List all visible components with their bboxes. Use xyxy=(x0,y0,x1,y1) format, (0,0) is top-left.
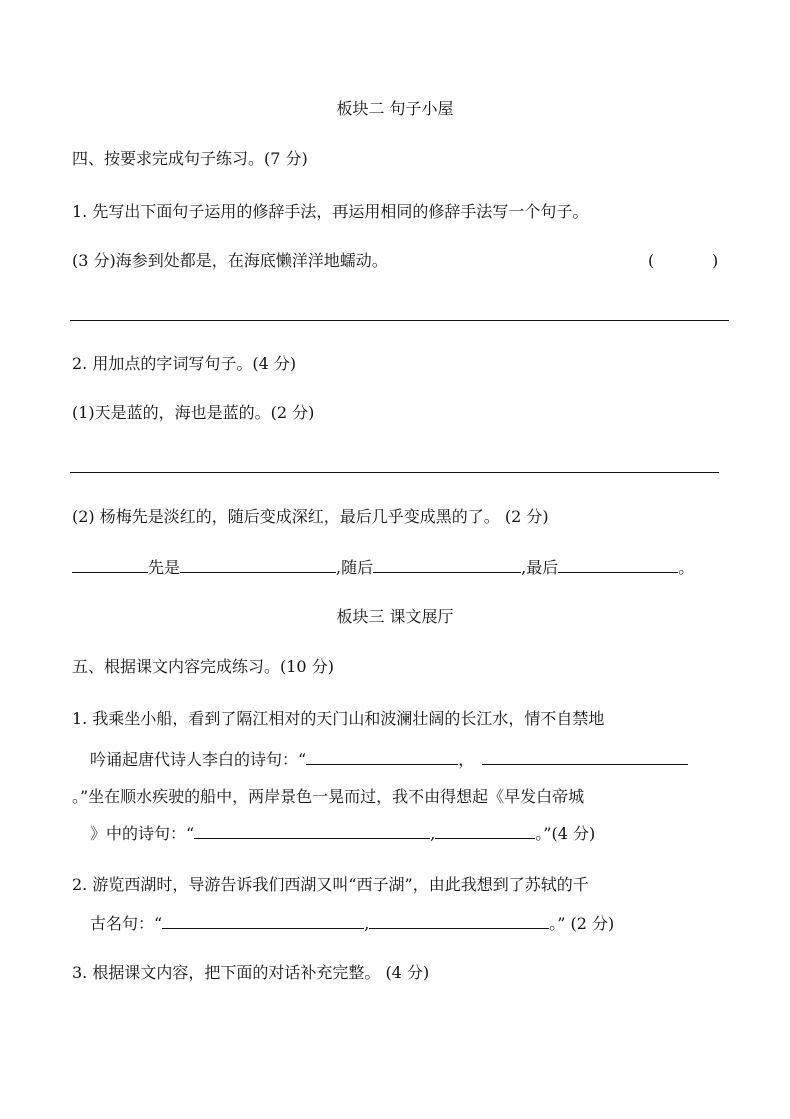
q5-item2-line2-prefix: 古名句：“ xyxy=(90,914,163,933)
fill-blank[interactable] xyxy=(435,822,535,839)
fill-blank[interactable] xyxy=(306,748,458,765)
question-5-heading: 五、根据课文内容完成练习。(10 分) xyxy=(72,657,334,676)
q5-item1-line4-suffix: 。”(4 分) xyxy=(535,824,596,843)
fill-blank[interactable] xyxy=(180,556,336,573)
fill-word-3: ,最后 xyxy=(521,558,559,577)
fill-blank[interactable] xyxy=(369,912,549,929)
answer-paren-close: ) xyxy=(712,251,719,270)
fill-end: 。 xyxy=(678,558,695,577)
section-title-2: 板块二 句子小屋 xyxy=(336,99,454,118)
fill-word-1: 先是 xyxy=(148,558,181,577)
q5-item1-line1: 1. 我乘坐小船，看到了隔江相对的天门山和波澜壮阔的长江水，情不自禁地 xyxy=(72,709,605,728)
q5-item1-line4-mid: , xyxy=(430,824,436,843)
answer-line[interactable] xyxy=(70,320,729,321)
fill-blank-row xyxy=(72,556,694,579)
fill-blank[interactable] xyxy=(373,556,521,573)
fill-word-2: ,随后 xyxy=(336,558,374,577)
fill-blank[interactable] xyxy=(558,556,678,573)
q5-item2-line2 xyxy=(90,912,614,935)
q5-item2-line2-suffix: 。” (2 分) xyxy=(549,914,615,933)
q4-item2-sub1: (1)天是蓝的，海也是蓝的。(2 分) xyxy=(72,403,315,422)
q5-item2-line1: 2. 游览西湖时，导游告诉我们西湖又叫“西子湖”，由此我想到了苏轼的千 xyxy=(72,875,589,894)
q4-item2-sub2: (2) 杨梅先是淡红的，随后变成深红，最后几乎变成黑的了。 (2 分) xyxy=(72,507,549,526)
q4-item1-sentence: (3 分)海参到处都是，在海底懒洋洋地蠕动。 xyxy=(72,251,388,270)
q5-item1-line2 xyxy=(90,748,688,771)
q4-item2-prompt: 2. 用加点的字词写句子。(4 分) xyxy=(72,354,297,373)
fill-blank[interactable] xyxy=(162,912,364,929)
section-title-3: 板块三 课文展厅 xyxy=(336,607,454,626)
q5-item2-line2-mid: , xyxy=(364,914,370,933)
q5-item1-line2-prefix: 吟诵起唐代诗人李白的诗句：“ xyxy=(90,750,307,769)
question-4-heading: 四、按要求完成句子练习。(7 分) xyxy=(72,149,308,168)
fill-blank[interactable] xyxy=(482,748,688,765)
q5-item1-line3: 。”坐在顺水疾驶的船中，两岸景色一晃而过，我不由得想起《早发白帝城 xyxy=(72,787,585,806)
answer-paren-open: ( xyxy=(648,251,655,270)
q5-item3-line1: 3. 根据课文内容，把下面的对话补充完整。 (4 分) xyxy=(72,963,430,982)
fill-blank[interactable] xyxy=(72,556,148,573)
q5-item1-line2-mid: ， xyxy=(458,750,475,769)
q5-item1-line4 xyxy=(90,822,595,845)
fill-blank[interactable] xyxy=(194,822,430,839)
q4-item1-prompt: 1. 先写出下面句子运用的修辞手法，再运用相同的修辞手法写一个句子。 xyxy=(72,202,589,221)
q5-item1-line4-prefix: 》中的诗句：“ xyxy=(90,824,195,843)
answer-line[interactable] xyxy=(70,472,719,473)
